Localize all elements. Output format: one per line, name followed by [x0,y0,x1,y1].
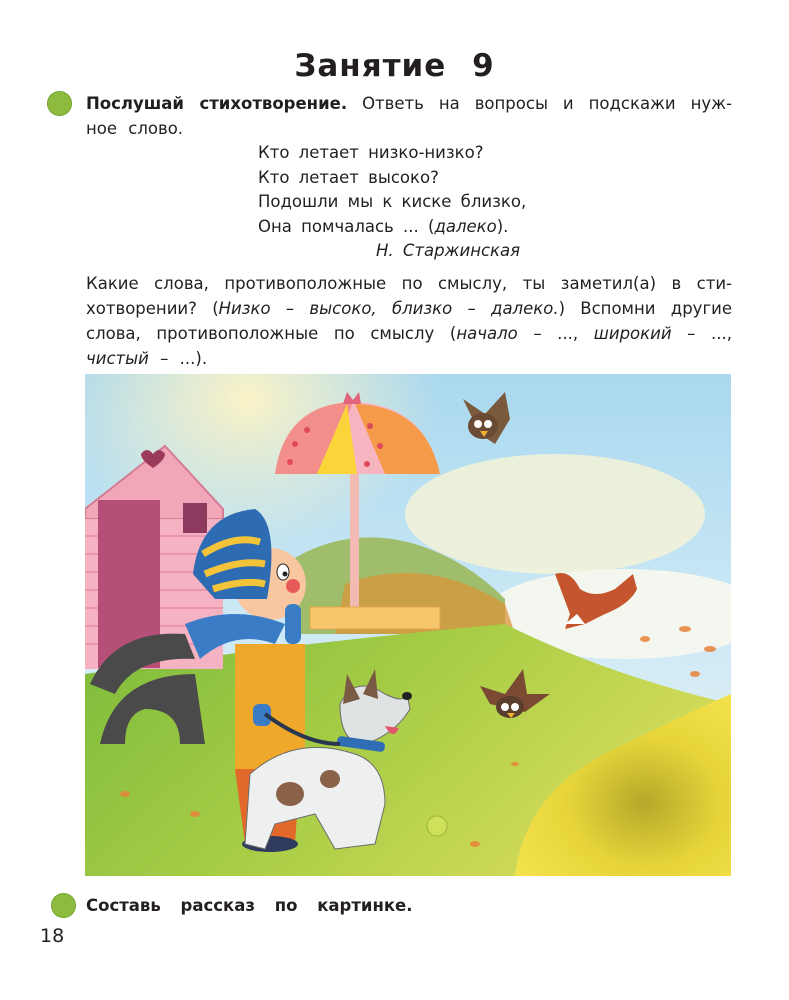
antonym-prompt-3: чистый [86,349,149,368]
antonym-prompt-1: начало [456,324,518,343]
task1-instruction-line2: ное слово. [86,119,184,138]
poem-line-1: Кто летает низко-низко? [258,143,484,162]
question-line-4-suffix: – ...). [148,349,208,368]
question-line-3-prefix: слова, противоположные по смыслу ( [86,324,457,343]
question-line-4 [86,347,207,371]
green-circle-bullet-icon [47,91,72,116]
task1-bold-intro: Послушай стихотворение. [86,94,348,113]
poem-line-3: Подошли мы к киске близко, [258,192,527,211]
poem-answer: далеко [434,216,497,236]
question-line-2-suffix: ) Вспомни другие [558,299,732,318]
poem-line-4 [258,215,526,240]
green-circle-bullet-icon [51,893,76,918]
question-line-3-suffix: – ..., [671,324,732,343]
poem-line-2: Кто летает высоко? [258,167,439,187]
question-line-2-prefix: хотворении? ( [86,299,219,318]
poem-line-4-prefix: Она помчалась ... ( [258,216,435,236]
question-line-2 [86,297,732,321]
question-line-3 [86,322,732,346]
task1-instruction-rest: Ответь на вопросы и подскажи нуж- [362,94,732,113]
poem [258,141,526,264]
lesson-title: Занятие 9 [294,48,495,84]
ball [427,816,447,836]
question-line-1: Какие слова, противоположные по смыслу, ты заметил(а) в сти- [86,274,732,293]
page-number: 18 [40,925,65,947]
task1-instruction-line1 [86,92,732,116]
task2-instruction: Составь рассказ по картинке. [86,896,413,915]
poem-line-4-suffix: ). [496,216,509,236]
antonym-prompt-2: широкий [593,324,672,343]
story-illustration [85,374,731,876]
poem-author: Н. Старжинская [376,241,521,260]
question-line-3-mid: – ..., [517,324,594,343]
question-antonyms-answer: Низко – высоко, близко – далеко. [218,299,559,318]
